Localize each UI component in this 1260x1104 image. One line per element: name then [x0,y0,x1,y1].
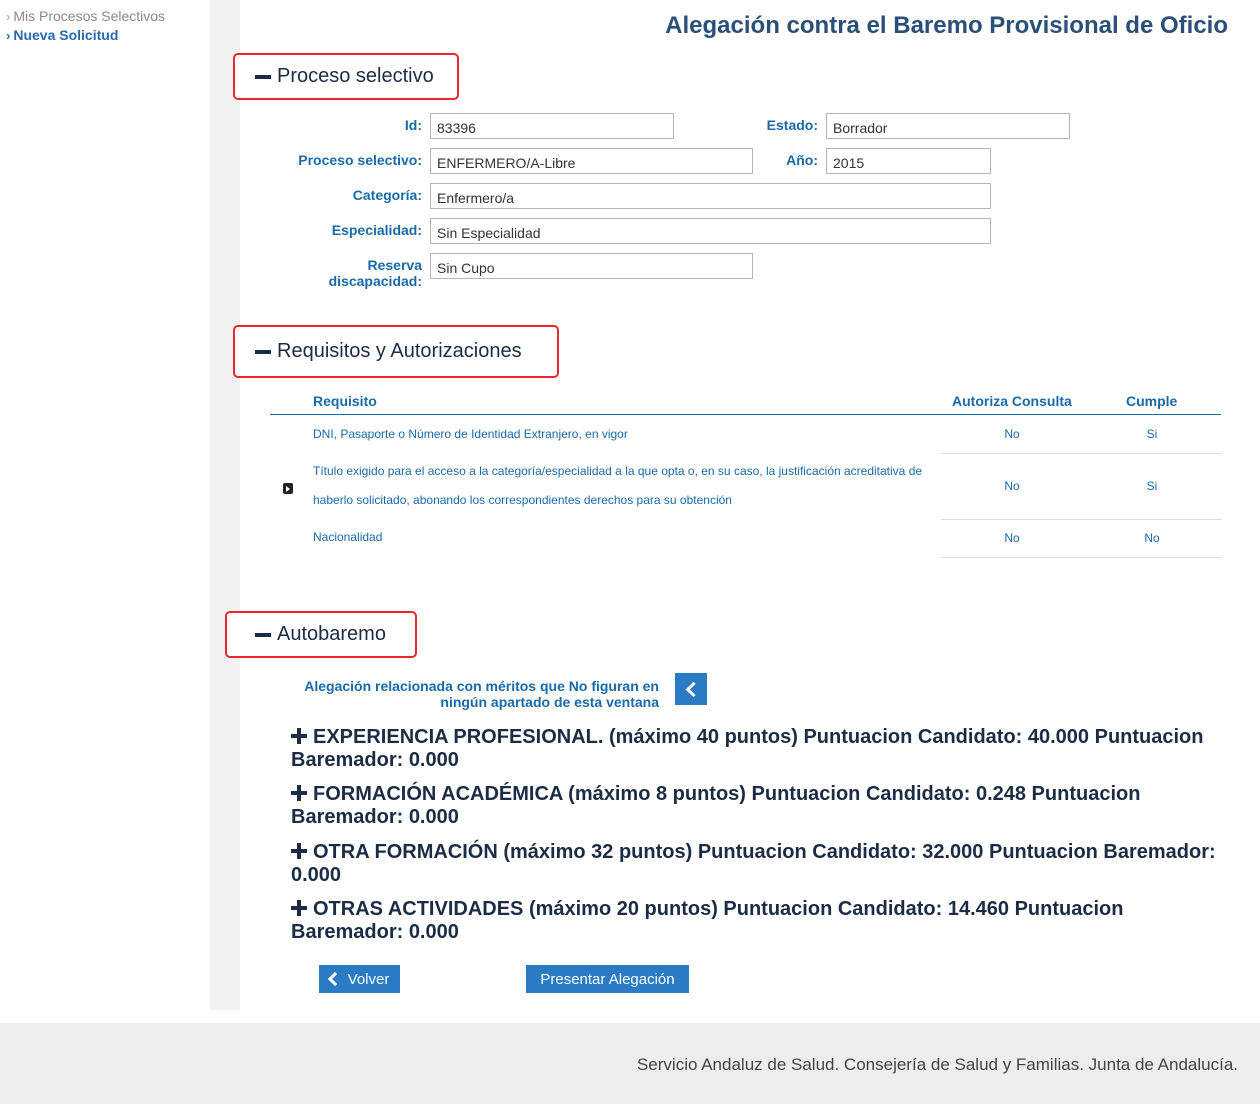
expand-icon [291,785,307,801]
categoria-label: Categoría: [352,187,422,203]
proceso-selectivo-field[interactable] [430,148,753,174]
cumple-value: Si [1146,427,1158,441]
section-toggle-requisitos[interactable] [233,325,559,378]
chevron-left-icon [328,972,342,986]
especialidad-label: Especialidad: [331,222,422,238]
especialidad-field[interactable] [430,218,991,244]
section-title: Proceso selectivo [277,65,434,87]
merit-label: FORMACIÓN ACADÉMICA (máximo 8 puntos) Puntuacion Candidato: 0.248 Puntuacion Baremador: 0.000 [291,783,1141,828]
column-header-requisito: Requisito [313,393,377,409]
anio-label: Año: [786,152,818,168]
sidebar-item-nueva-solicitud[interactable] [6,27,118,43]
reserva-label-line-2: discapacidad: [328,273,422,289]
proceso-selectivo-label: Proceso selectivo: [298,152,422,168]
merit-formacion-academica[interactable] [291,783,1221,829]
collapse-icon [255,75,271,79]
table-header-divider [270,414,1221,415]
collapse-icon [255,633,271,637]
column-header-autoriza-consulta: Autoriza Consulta [952,393,1072,409]
cumple-value: No [1144,531,1160,545]
id-label: Id: [404,117,422,133]
id-field[interactable] [430,113,674,139]
chevron-right-icon: › [6,8,11,24]
footer [0,1023,1260,1104]
requisito-text: DNI, Pasaporte o Número de Identidad Extranjero, en vigor [313,427,628,441]
section-title: Autobaremo [277,623,386,645]
expand-icon [291,728,307,744]
reserva-label-line-1: Reserva [367,257,422,273]
requisito-text-line-1: Título exigido para el acceso a la categoría/especialidad a la que opta o, en su caso, la justificación acreditativa de [313,464,923,478]
sidebar [0,0,210,1010]
categoria-field[interactable] [430,183,991,209]
page-title: Alegación contra el Baremo Provisional de Oficio [665,12,1228,39]
presentar-alegacion-button[interactable]: Presentar Alegación [526,965,689,993]
autoriza-value: No [1004,427,1020,441]
section-title: Requisitos y Autorizaciones [277,340,522,362]
merit-label: OTRA FORMACIÓN (máximo 32 puntos) Puntuacion Candidato: 32.000 Puntuacion Baremador: 0.000 [291,841,1216,886]
chevron-left-icon [686,681,702,697]
reserva-discapacidad-label [300,257,422,289]
autoriza-value: No [1004,479,1020,493]
autoriza-value: No [1004,531,1020,545]
merit-experiencia-profesional[interactable] [291,726,1221,772]
expand-icon [291,900,307,916]
merit-label: EXPERIENCIA PROFESIONAL. (máximo 40 puntos) Puntuacion Candidato: 40.000 Puntuacion Baremador: 0.000 [291,726,1204,771]
volver-label: Volver [347,970,390,988]
expand-icon [291,843,307,859]
merit-label: OTRAS ACTIVIDADES (máximo 20 puntos) Puntuacion Candidato: 14.460 Puntuacion Baremador: 0.000 [291,898,1124,943]
footer-text: Servicio Andaluz de Salud. Consejería de Salud y Familias. Junta de Andalucía. [636,1055,1238,1074]
reserva-discapacidad-field[interactable] [430,253,753,279]
collapse-icon [255,350,271,354]
chevron-right-icon: › [6,27,11,43]
requisito-text-line-2: haberlo solicitado, abonando los correspondientes derechos para su obtención [313,493,732,507]
alegacion-otros-meritos-button[interactable] [675,673,707,705]
requisito-text: Nacionalidad [313,530,383,544]
row-divider [941,519,1222,520]
sidebar-gutter [210,0,240,1010]
sidebar-item-mis-procesos[interactable] [6,8,165,24]
row-divider [941,557,1222,558]
section-toggle-autobaremo[interactable] [225,611,417,658]
row-expand-icon[interactable] [283,483,293,494]
alegacion-otros-meritos-label: Alegación relacionada con méritos que No figuran en ningún apartado de esta ventana [304,678,659,710]
merit-otra-formacion[interactable] [291,841,1221,887]
sidebar-item-label: Mis Procesos Selectivos [13,8,166,24]
row-divider [941,453,1222,454]
sidebar-item-label: Nueva Solicitud [13,27,119,43]
anio-field[interactable] [826,148,991,174]
estado-field[interactable] [826,113,1070,139]
estado-label: Estado: [766,117,818,133]
volver-button[interactable] [319,965,400,993]
section-toggle-proceso-selectivo[interactable] [233,53,459,100]
column-header-cumple: Cumple [1126,393,1178,409]
merit-otras-actividades[interactable] [291,898,1221,944]
cumple-value: Si [1146,479,1158,493]
